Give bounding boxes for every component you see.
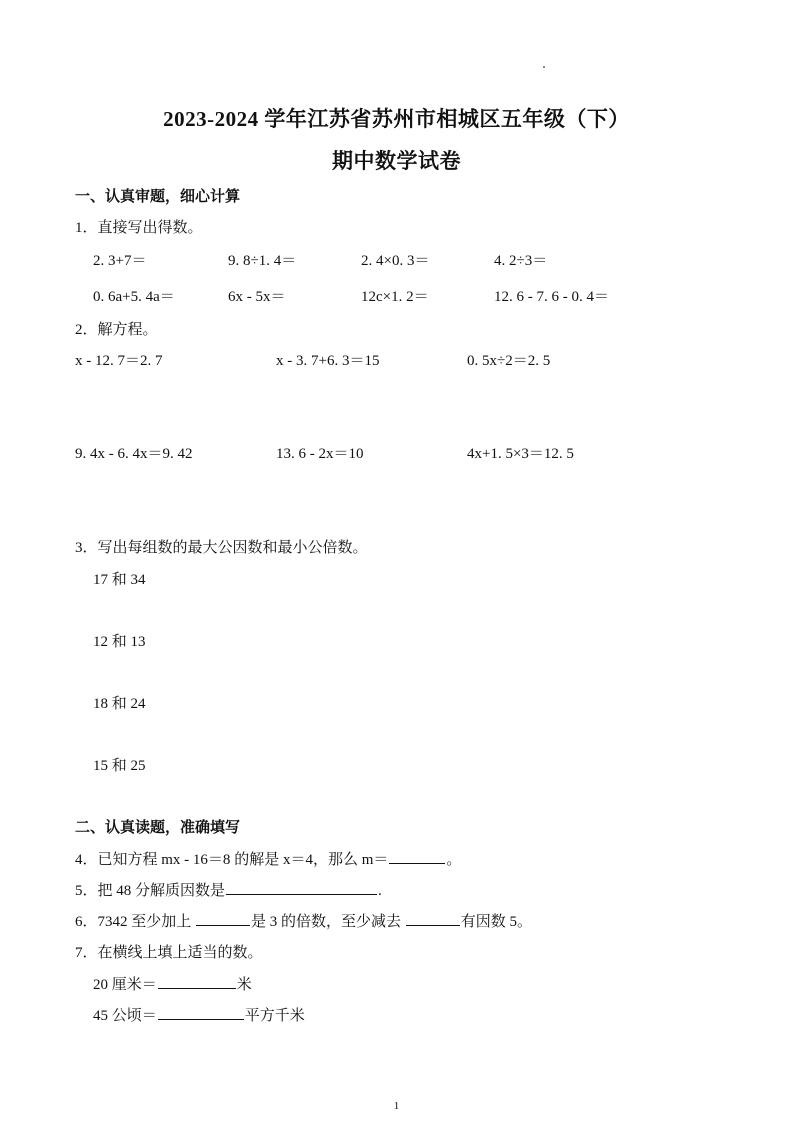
answer-blank[interactable] [226,880,377,895]
equation-item: 0. 5x÷2＝2. 5 [467,353,551,369]
calc-item: 4. 2÷3＝ [494,253,548,269]
question-7-line-2 [93,1004,305,1025]
q6-mid: 是 3 的倍数，至少减去 [251,914,405,930]
number-pair: 17 和 34 [93,572,146,588]
q5-suffix: . [378,883,382,899]
calc-item: 12c×1. 2＝ [361,289,429,305]
question-1-label: 1．直接写出得数。 [75,220,203,236]
page-title-line2: 期中数学试卷 [332,149,461,173]
equation-item: 9. 4x - 6. 4x＝9. 42 [75,446,193,462]
answer-blank[interactable] [406,911,460,926]
question-2-label: 2．解方程。 [75,322,158,338]
equation-item: 4x+1. 5×3＝12. 5 [467,446,574,462]
question-3-label: 3．写出每组数的最大公因数和最小公倍数。 [75,540,368,556]
calc-item: 6x - 5x＝ [228,289,286,305]
q4-prefix: 4．已知方程 [75,852,162,868]
q7-line2-suffix: 平方千米 [244,1008,305,1024]
equation-item: x - 12. 7＝2. 7 [75,353,163,369]
page-number: 1 [393,1100,400,1112]
page-title-line1: 2023-2024 学年江苏省苏州市相城区五年级（下） [163,107,630,131]
calc-item: 0. 6a+5. 4a＝ [93,289,175,305]
q4-equation: mx - 16＝8 [161,852,231,868]
section-heading-1: 一、认真审题，细心计算 [75,187,241,205]
number-pair: 15 和 25 [93,758,146,774]
q4-suffix: 。 [446,852,462,868]
answer-blank[interactable] [389,849,445,864]
q6-suffix: 有因数 5。 [460,914,533,930]
q7-line1-suffix: 米 [236,977,252,993]
q7-line2-prefix: 45 公顷＝ [93,1008,157,1024]
q7-line1-prefix: 20 厘米＝ [93,977,157,993]
question-5 [75,879,382,900]
answer-blank[interactable] [196,911,250,926]
question-6 [75,910,532,931]
number-pair: 18 和 24 [93,696,146,712]
question-7-label: 7．在横线上填上适当的数。 [75,945,263,961]
number-pair: 12 和 13 [93,634,146,650]
question-7-line-1 [93,973,252,994]
q6-prefix: 6．7342 至少加上 [75,914,196,930]
answer-blank[interactable] [158,974,236,989]
calc-item: 2. 4×0. 3＝ [361,253,430,269]
calc-item: 12. 6 - 7. 6 - 0. 4＝ [494,289,609,305]
calc-item: 9. 8÷1. 4＝ [228,253,297,269]
section-heading-2: 二、认真读题，准确填写 [75,818,241,836]
equation-item: 13. 6 - 2x＝10 [276,446,364,462]
q4-mid: 的解是 [230,852,283,868]
calc-item: 2. 3+7＝ [93,253,147,269]
answer-blank[interactable] [158,1005,244,1020]
q4-variable: m＝ [361,852,389,868]
equation-item: x - 3. 7+6. 3＝15 [276,353,380,369]
decorative-dot [543,66,545,68]
q4-solution: x＝4 [282,852,313,868]
question-4 [75,848,461,869]
q4-mid2: ，那么 [312,852,362,868]
q5-prefix: 5．把 48 分解质因数是 [75,883,226,899]
